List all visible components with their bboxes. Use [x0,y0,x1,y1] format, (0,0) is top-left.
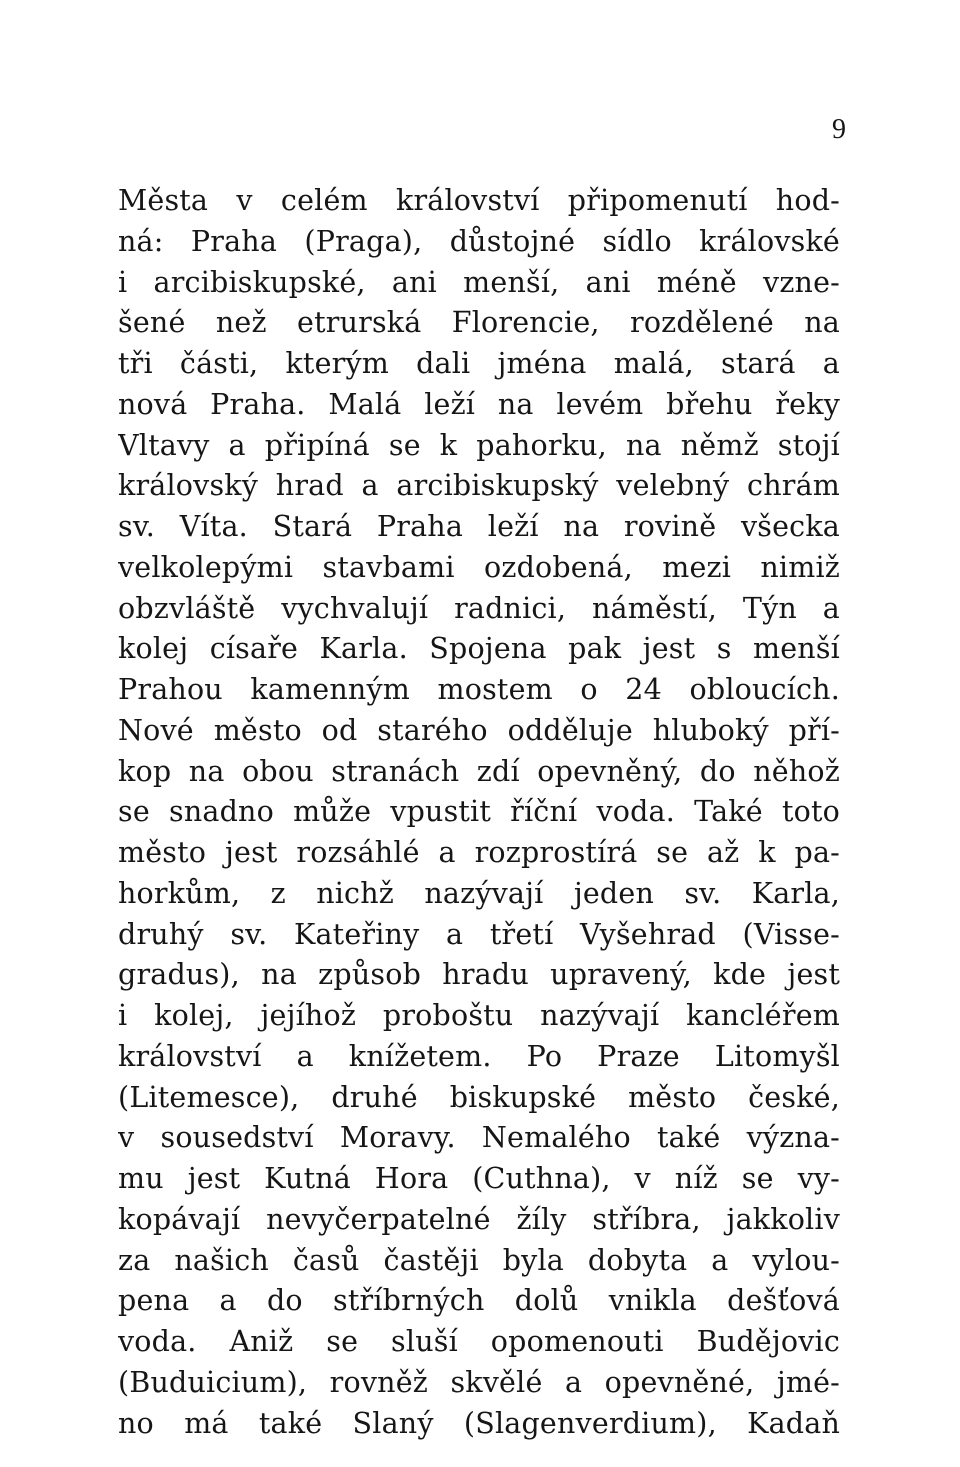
text-line: kopávají nevyčerpatelné žíly stříbra, jakkoliv [118,1202,840,1236]
text-line: i arcibiskupské, ani menší, ani méně vzne- [118,265,840,299]
text-line: město jest rozsáhlé a rozprostírá se až k pa- [118,836,840,869]
text-line: se snadno může vpustit říční voda. Také toto [118,795,840,829]
text-line: i kolej, jejíhož proboštu nazývají kancléřem [118,999,840,1032]
text-line: gradus), na způsob hradu upravený, kde jest [118,958,840,992]
text-line: obzvláště vychvalují radnici, náměstí, Týn a [118,591,840,625]
text-line: druhý sv. Kateřiny a třetí Vyšehrad (Visse- [118,917,840,951]
text-line: pena a do stříbrných dolů vnikla dešťová [118,1284,840,1318]
text-line: (Buduicium), rovněž skvělé a opevněné, jmé- [118,1365,840,1399]
text-line: kop na obou stranách zdí opevněný, do něhož [118,754,840,788]
text-line: království a knížetem. Po Praze Litomyšl [118,1039,840,1073]
text-line: sv. Víta. Stará Praha leží na rovině všecka [118,510,840,543]
text-line: no má také Slaný (Slagenverdium), Kadaň [118,1406,840,1440]
text-line: za našich časů častěji byla dobyta a vylou- [118,1243,840,1277]
text-line: Nové město od starého odděluje hluboký pří- [118,713,840,747]
body-text [118,181,840,1444]
text-line: v sousedství Moravy. Nemalého také význa- [118,1121,840,1155]
text-line: Města v celém království připomenutí hod- [118,184,840,217]
text-line: voda. Aniž se sluší opomenouti Budějovic [118,1325,840,1358]
text-line: Prahou kamenným mostem o 24 obloucích. [118,673,840,706]
page-number: 9 [832,114,846,145]
text-line: velkolepými stavbami ozdobená, mezi nimiž [118,550,840,584]
text-line: nová Praha. Malá leží na levém břehu řeky [118,387,840,421]
text-line: horkům, z nichž nazývají jeden sv. Karla, [118,876,840,910]
text-line: Vltavy a připíná se k pahorku, na němž stojí [118,428,840,462]
text-line: kolej císaře Karla. Spojena pak jest s menší [118,632,840,666]
text-line: mu jest Kutná Hora (Cuthna), v níž se vy- [118,1162,840,1195]
text-line: královský hrad a arcibiskupský velebný chrám [118,469,840,503]
text-line: ná: Praha (Praga), důstojné sídlo královské [118,224,840,258]
text-line: šené než etrurská Florencie, rozdělené na [118,306,840,340]
text-line: tři části, kterým dali jména malá, stará a [118,347,840,380]
text-line: (Litemesce), druhé biskupské město české, [118,1080,840,1114]
